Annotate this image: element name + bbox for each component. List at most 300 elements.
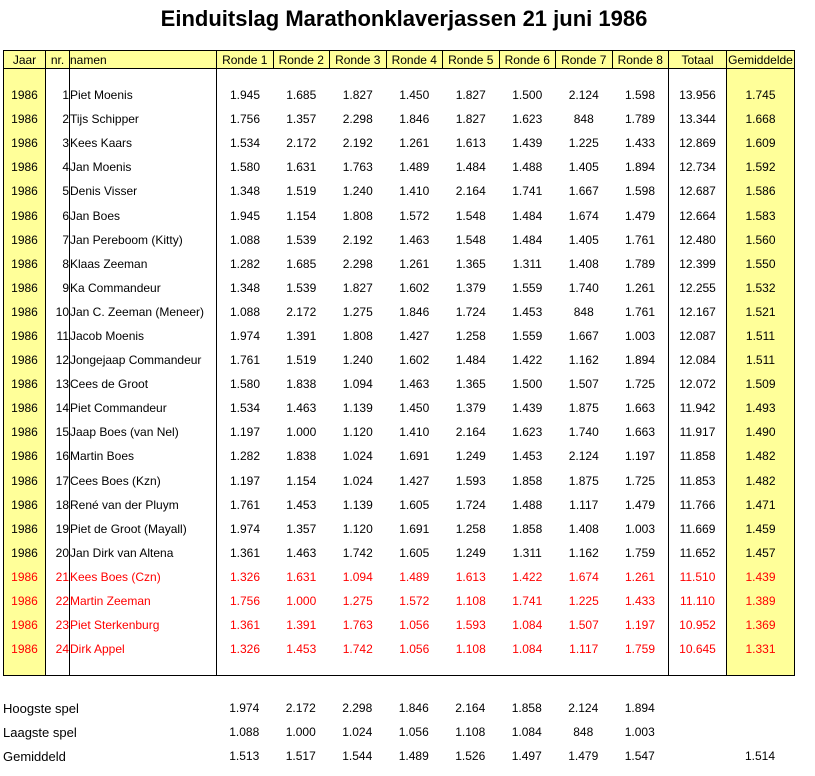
cell-totaal: 11.766	[669, 493, 727, 517]
spacer-cell	[443, 661, 500, 676]
cell-ronde-4: 1.427	[399, 328, 430, 343]
table-row	[4, 469, 795, 493]
cell-ronde-3: 1.094	[342, 377, 373, 392]
cell-nr: 17	[46, 469, 70, 493]
cell-ronde-6: 1.084	[512, 618, 543, 633]
cell-nr: 19	[46, 517, 70, 541]
cell-ronde-4: 1.489	[399, 569, 430, 584]
cell-ronde-7: 1.507	[568, 377, 599, 392]
cell-ronde-6: 1.422	[512, 353, 543, 368]
cell-ronde-2: 1.000	[286, 425, 317, 440]
cell-ronde-6: 1.439	[512, 401, 543, 416]
cell-ronde-2: 1.357	[286, 521, 317, 536]
cell-naam: Dirk Appel	[70, 637, 217, 661]
cell-ronde-2: 1.463	[286, 401, 317, 416]
cell-jaar: 1986	[4, 179, 46, 203]
cell-ronde-1: 1.348	[229, 280, 261, 295]
cell-ronde-2: 1.519	[286, 353, 317, 368]
cell-ronde-6: 1.488	[512, 497, 543, 512]
cell-ronde-5: 1.379	[455, 401, 486, 416]
stats-ronde-8: 1.894	[624, 701, 655, 715]
cell-ronde-5: 1.724	[455, 497, 486, 512]
cell-naam: Kees Boes (Czn)	[70, 565, 217, 589]
cell-ronde-1: 1.974	[229, 521, 261, 536]
cell-naam: Klaas Zeeman	[70, 252, 217, 276]
cell-gemiddelde: 1.745	[727, 83, 795, 107]
table-row	[4, 444, 795, 468]
cell-ronde-2: 1.838	[286, 377, 317, 392]
cell-totaal: 11.942	[669, 396, 727, 420]
cell-totaal: 10.645	[669, 637, 727, 661]
stats-ronde-7: 848	[573, 725, 594, 739]
cell-ronde-6: 1.453	[512, 304, 543, 319]
spacer-cell	[273, 661, 330, 676]
cell-naam: Denis Visser	[70, 179, 217, 203]
cell-nr: 5	[46, 179, 70, 203]
cell-ronde-3: 1.024	[342, 449, 373, 464]
cell-jaar: 1986	[4, 83, 46, 107]
cell-ronde-7: 1.162	[568, 353, 599, 368]
cell-ronde-7: 1.740	[568, 280, 599, 295]
stats-ronde-3: 2.298	[342, 701, 373, 715]
cell-ronde-7: 1.408	[568, 521, 599, 536]
table-row	[4, 155, 795, 179]
cell-ronde-1: 1.197	[229, 473, 261, 488]
cell-ronde-6: 1.500	[512, 88, 543, 103]
cell-nr: 14	[46, 396, 70, 420]
cell-gemiddelde: 1.592	[727, 155, 795, 179]
cell-ronde-3: 2.192	[342, 232, 373, 247]
cell-totaal: 12.687	[669, 179, 727, 203]
cell-ronde-4: 1.450	[399, 88, 430, 103]
header-ronde-3: Ronde 3	[330, 51, 387, 69]
cell-ronde-2: 1.391	[286, 328, 317, 343]
cell-ronde-4: 1.056	[399, 618, 430, 633]
cell-totaal: 12.869	[669, 131, 727, 155]
cell-ronde-1: 1.348	[229, 184, 261, 199]
cell-ronde-7: 1.408	[568, 256, 599, 271]
cell-jaar: 1986	[4, 396, 46, 420]
cell-ronde-4: 1.846	[399, 112, 430, 127]
cell-jaar: 1986	[4, 541, 46, 565]
cell-ronde-6: 1.559	[512, 280, 543, 295]
header-ronde-6: Ronde 6	[499, 51, 556, 69]
cell-ronde-4: 1.691	[399, 521, 430, 536]
table-row	[4, 589, 795, 613]
cell-jaar: 1986	[4, 203, 46, 227]
cell-gemiddelde: 1.471	[727, 493, 795, 517]
stats-row	[3, 696, 794, 720]
spacer-cell	[330, 661, 387, 676]
table-row	[4, 228, 795, 252]
header-ronde-8: Ronde 8	[612, 51, 669, 69]
cell-ronde-3: 1.139	[342, 401, 373, 416]
stats-row	[3, 720, 794, 744]
cell-ronde-4: 1.605	[399, 497, 430, 512]
cell-nr: 6	[46, 203, 70, 227]
cell-gemiddelde: 1.439	[727, 565, 795, 589]
cell-gemiddelde: 1.609	[727, 131, 795, 155]
spacer-cell	[4, 661, 46, 676]
header-jaar: Jaar	[4, 51, 46, 69]
cell-totaal: 12.084	[669, 348, 727, 372]
cell-nr: 22	[46, 589, 70, 613]
spacer-cell	[46, 69, 70, 84]
cell-ronde-8: 1.789	[624, 112, 656, 127]
cell-totaal: 12.480	[669, 228, 727, 252]
cell-totaal: 11.510	[669, 565, 727, 589]
cell-ronde-1: 1.088	[229, 304, 261, 319]
cell-ronde-4: 1.463	[399, 232, 430, 247]
cell-naam: Ka Commandeur	[70, 276, 217, 300]
cell-ronde-1: 1.282	[229, 256, 261, 271]
cell-ronde-1: 1.580	[229, 377, 261, 392]
table-row	[4, 300, 795, 324]
cell-jaar: 1986	[4, 565, 46, 589]
cell-ronde-7: 1.740	[568, 425, 599, 440]
cell-naam: Martin Boes	[70, 444, 217, 468]
cell-ronde-3: 1.742	[342, 545, 373, 560]
cell-totaal: 13.344	[669, 107, 727, 131]
cell-ronde-4: 1.056	[399, 642, 430, 657]
cell-jaar: 1986	[4, 300, 46, 324]
cell-ronde-7: 1.117	[569, 642, 599, 657]
cell-ronde-8: 1.761	[624, 304, 656, 319]
cell-ronde-7: 848	[573, 112, 594, 127]
cell-ronde-2: 1.685	[286, 256, 317, 271]
cell-nr: 9	[46, 276, 70, 300]
cell-ronde-8: 1.003	[624, 328, 656, 343]
cell-ronde-1: 1.361	[229, 545, 261, 560]
stats-ronde-1: 1.974	[229, 701, 260, 715]
cell-ronde-7: 848	[573, 304, 594, 319]
cell-ronde-8: 1.725	[624, 377, 656, 392]
stats-row	[3, 744, 794, 768]
cell-ronde-3: 2.192	[342, 136, 373, 151]
cell-gemiddelde: 1.369	[727, 613, 795, 637]
cell-ronde-7: 1.225	[568, 594, 599, 609]
spacer-cell	[556, 69, 613, 84]
cell-naam: Martin Zeeman	[70, 589, 217, 613]
cell-naam: Piet Moenis	[70, 83, 217, 107]
stats-ronde-4: 1.846	[398, 701, 429, 715]
cell-ronde-3: 1.827	[342, 280, 373, 295]
cell-totaal: 12.255	[669, 276, 727, 300]
cell-ronde-8: 1.663	[624, 425, 656, 440]
cell-gemiddelde: 1.583	[727, 203, 795, 227]
cell-ronde-4: 1.572	[399, 594, 430, 609]
cell-ronde-3: 1.139	[342, 497, 373, 512]
stats-ronde-3: 1.544	[342, 749, 373, 763]
stats-gemiddelde	[726, 696, 794, 720]
cell-ronde-8: 1.663	[624, 401, 656, 416]
spacer-cell	[499, 661, 556, 676]
cell-ronde-5: 1.365	[455, 256, 486, 271]
cell-ronde-3: 2.298	[342, 112, 373, 127]
stats-gemiddelde	[726, 720, 794, 744]
cell-jaar: 1986	[4, 228, 46, 252]
cell-ronde-7: 2.124	[568, 449, 599, 464]
stats-ronde-1: 1.513	[229, 749, 260, 763]
spacer-row	[4, 69, 795, 84]
cell-gemiddelde: 1.511	[727, 348, 795, 372]
cell-ronde-2: 1.000	[286, 594, 317, 609]
cell-ronde-1: 1.282	[229, 449, 261, 464]
spacer-cell	[499, 69, 556, 84]
spacer-row	[4, 661, 795, 676]
table-row	[4, 179, 795, 203]
spacer-cell	[669, 69, 727, 84]
cell-gemiddelde: 1.459	[727, 517, 795, 541]
cell-gemiddelde: 1.521	[727, 300, 795, 324]
cell-ronde-3: 1.275	[342, 594, 373, 609]
cell-ronde-5: 1.108	[455, 594, 486, 609]
spacer-cell	[70, 69, 217, 84]
stats-ronde-6: 1.084	[511, 725, 542, 739]
cell-ronde-5: 2.164	[455, 184, 486, 199]
cell-nr: 24	[46, 637, 70, 661]
cell-gemiddelde: 1.331	[727, 637, 795, 661]
spacer-cell	[273, 69, 330, 84]
cell-totaal: 11.110	[669, 589, 727, 613]
header-ronde-4: Ronde 4	[386, 51, 443, 69]
stats-ronde-4: 1.056	[398, 725, 429, 739]
cell-gemiddelde: 1.586	[727, 179, 795, 203]
stats-label: Gemiddeld	[3, 748, 66, 764]
cell-naam: Jan Moenis	[70, 155, 217, 179]
spacer-cell	[727, 69, 795, 84]
stats-ronde-6: 1.497	[511, 749, 542, 763]
table-row	[4, 613, 795, 637]
cell-ronde-1: 1.326	[229, 569, 261, 584]
cell-ronde-3: 1.094	[342, 569, 373, 584]
cell-ronde-5: 1.724	[455, 304, 486, 319]
cell-ronde-8: 1.759	[624, 642, 656, 657]
results-body	[4, 69, 795, 676]
cell-ronde-2: 1.453	[286, 642, 317, 657]
cell-ronde-4: 1.450	[399, 401, 430, 416]
cell-ronde-6: 1.741	[512, 594, 543, 609]
table-row	[4, 348, 795, 372]
stats-ronde-2: 1.517	[285, 749, 316, 763]
stats-ronde-2: 1.000	[285, 725, 316, 739]
cell-ronde-8: 1.433	[624, 136, 656, 151]
cell-ronde-4: 1.261	[399, 256, 430, 271]
stats-ronde-5: 1.526	[455, 749, 486, 763]
cell-ronde-5: 1.613	[455, 569, 486, 584]
header-namen: namen	[70, 51, 217, 69]
cell-jaar: 1986	[4, 348, 46, 372]
cell-ronde-1: 1.326	[229, 642, 261, 657]
cell-gemiddelde: 1.560	[727, 228, 795, 252]
cell-nr: 23	[46, 613, 70, 637]
cell-jaar: 1986	[4, 517, 46, 541]
cell-ronde-3: 1.120	[342, 425, 373, 440]
cell-totaal: 13.956	[669, 83, 727, 107]
cell-nr: 15	[46, 420, 70, 444]
cell-ronde-2: 1.631	[286, 569, 317, 584]
cell-ronde-7: 1.674	[568, 569, 599, 584]
cell-gemiddelde: 1.389	[727, 589, 795, 613]
cell-ronde-2: 1.154	[286, 473, 317, 488]
cell-nr: 18	[46, 493, 70, 517]
cell-naam: Jacob Moenis	[70, 324, 217, 348]
cell-naam: Piet Sterkenburg	[70, 613, 217, 637]
cell-ronde-6: 1.311	[512, 545, 542, 560]
cell-ronde-6: 1.439	[512, 136, 543, 151]
table-row	[4, 420, 795, 444]
stats-ronde-5: 2.164	[455, 701, 486, 715]
cell-ronde-6: 1.623	[512, 112, 543, 127]
table-row	[4, 372, 795, 396]
cell-nr: 2	[46, 107, 70, 131]
spacer-cell	[4, 69, 46, 84]
table-row	[4, 541, 795, 565]
spacer-cell	[386, 661, 443, 676]
cell-ronde-6: 1.311	[512, 256, 542, 271]
header-gemiddelde: Gemiddelde	[728, 52, 793, 67]
header-nr: nr.	[46, 51, 70, 69]
cell-ronde-4: 1.489	[399, 160, 430, 175]
cell-ronde-1: 1.088	[229, 232, 261, 247]
cell-ronde-6: 1.741	[512, 184, 543, 199]
cell-ronde-8: 1.789	[624, 256, 656, 271]
cell-ronde-4: 1.261	[399, 136, 430, 151]
cell-ronde-8: 1.894	[624, 160, 656, 175]
stats-totaal-blank	[668, 744, 726, 768]
cell-ronde-4: 1.602	[399, 280, 430, 295]
table-row	[4, 252, 795, 276]
spacer-cell	[556, 661, 613, 676]
cell-ronde-4: 1.427	[399, 473, 430, 488]
spacer-cell	[669, 661, 727, 676]
stats-ronde-8: 1.547	[624, 749, 655, 763]
cell-ronde-8: 1.761	[624, 232, 656, 247]
cell-ronde-8: 1.261	[624, 569, 656, 584]
stats-body	[3, 696, 794, 768]
cell-totaal: 12.734	[669, 155, 727, 179]
spacer-cell	[443, 69, 500, 84]
cell-ronde-8: 1.598	[624, 88, 656, 103]
cell-ronde-8: 1.261	[624, 280, 656, 295]
cell-ronde-8: 1.197	[624, 618, 656, 633]
cell-ronde-1: 1.761	[229, 497, 261, 512]
cell-ronde-7: 1.674	[568, 208, 599, 223]
cell-nr: 3	[46, 131, 70, 155]
cell-ronde-2: 2.172	[286, 304, 317, 319]
cell-totaal: 11.858	[669, 444, 727, 468]
cell-ronde-3: 2.298	[342, 256, 373, 271]
cell-ronde-6: 1.858	[512, 473, 543, 488]
table-row	[4, 324, 795, 348]
cell-ronde-5: 2.164	[455, 425, 486, 440]
stats-ronde-3: 1.024	[342, 725, 373, 739]
spacer-cell	[217, 661, 274, 676]
cell-nr: 1	[46, 83, 70, 107]
cell-ronde-1: 1.945	[229, 88, 261, 103]
cell-ronde-5: 1.258	[455, 328, 486, 343]
cell-ronde-2: 1.539	[286, 280, 317, 295]
cell-nr: 7	[46, 228, 70, 252]
cell-ronde-4: 1.691	[399, 449, 430, 464]
cell-ronde-1: 1.197	[229, 425, 261, 440]
cell-ronde-6: 1.488	[512, 160, 543, 175]
cell-totaal: 11.652	[669, 541, 727, 565]
spacer-cell	[330, 69, 387, 84]
cell-ronde-2: 1.631	[286, 160, 317, 175]
header-ronde-5: Ronde 5	[443, 51, 500, 69]
table-row	[4, 493, 795, 517]
cell-ronde-6: 1.559	[512, 328, 543, 343]
cell-jaar: 1986	[4, 613, 46, 637]
cell-ronde-5: 1.258	[455, 521, 486, 536]
cell-ronde-3: 1.275	[342, 304, 373, 319]
cell-naam: Cees Boes (Kzn)	[70, 469, 217, 493]
cell-naam: Piet de Groot (Mayall)	[70, 517, 217, 541]
cell-naam: Jaap Boes (van Nel)	[70, 420, 217, 444]
table-row	[4, 565, 795, 589]
cell-ronde-1: 1.945	[229, 208, 261, 223]
cell-ronde-4: 1.463	[399, 377, 430, 392]
cell-ronde-6: 1.484	[512, 208, 543, 223]
spacer-cell	[386, 69, 443, 84]
cell-ronde-8: 1.479	[624, 208, 656, 223]
cell-ronde-3: 1.808	[342, 328, 373, 343]
cell-nr: 12	[46, 348, 70, 372]
header-ronde-1: Ronde 1	[217, 51, 274, 69]
cell-ronde-5: 1.548	[455, 208, 486, 223]
cell-ronde-6: 1.453	[512, 449, 543, 464]
cell-ronde-3: 1.240	[342, 184, 373, 199]
stats-ronde-1: 1.088	[229, 725, 260, 739]
cell-ronde-8: 1.433	[624, 594, 656, 609]
cell-ronde-2: 2.172	[286, 136, 317, 151]
cell-ronde-2: 1.519	[286, 184, 317, 199]
cell-gemiddelde: 1.532	[727, 276, 795, 300]
cell-ronde-7: 1.667	[568, 184, 599, 199]
cell-ronde-6: 1.484	[512, 232, 543, 247]
cell-naam: Tijs Schipper	[70, 107, 217, 131]
cell-ronde-1: 1.974	[229, 328, 261, 343]
cell-ronde-8: 1.759	[624, 545, 656, 560]
cell-jaar: 1986	[4, 444, 46, 468]
cell-gemiddelde: 1.550	[727, 252, 795, 276]
spacer-cell	[612, 661, 669, 676]
cell-ronde-4: 1.410	[399, 425, 430, 440]
cell-ronde-2: 1.463	[286, 545, 317, 560]
cell-ronde-1: 1.761	[229, 353, 261, 368]
table-row	[4, 83, 795, 107]
table-row	[4, 517, 795, 541]
cell-ronde-6: 1.084	[512, 642, 543, 657]
cell-nr: 4	[46, 155, 70, 179]
cell-ronde-7: 1.875	[568, 401, 599, 416]
cell-ronde-6: 1.422	[512, 569, 543, 584]
spacer-cell	[727, 661, 795, 676]
cell-jaar: 1986	[4, 155, 46, 179]
cell-ronde-3: 1.763	[342, 618, 373, 633]
cell-naam: Jan Pereboom (Kitty)	[70, 228, 217, 252]
cell-totaal: 12.072	[669, 372, 727, 396]
page-title: Einduitslag Marathonklaverjassen 21 juni 1986	[160, 6, 648, 31]
cell-ronde-7: 1.225	[568, 136, 599, 151]
cell-naam: Kees Kaars	[70, 131, 217, 155]
stats-ronde-6: 1.858	[511, 701, 542, 715]
cell-nr: 11	[46, 324, 70, 348]
cell-ronde-5: 1.827	[455, 112, 486, 127]
cell-gemiddelde: 1.482	[727, 444, 795, 468]
table-row	[4, 276, 795, 300]
